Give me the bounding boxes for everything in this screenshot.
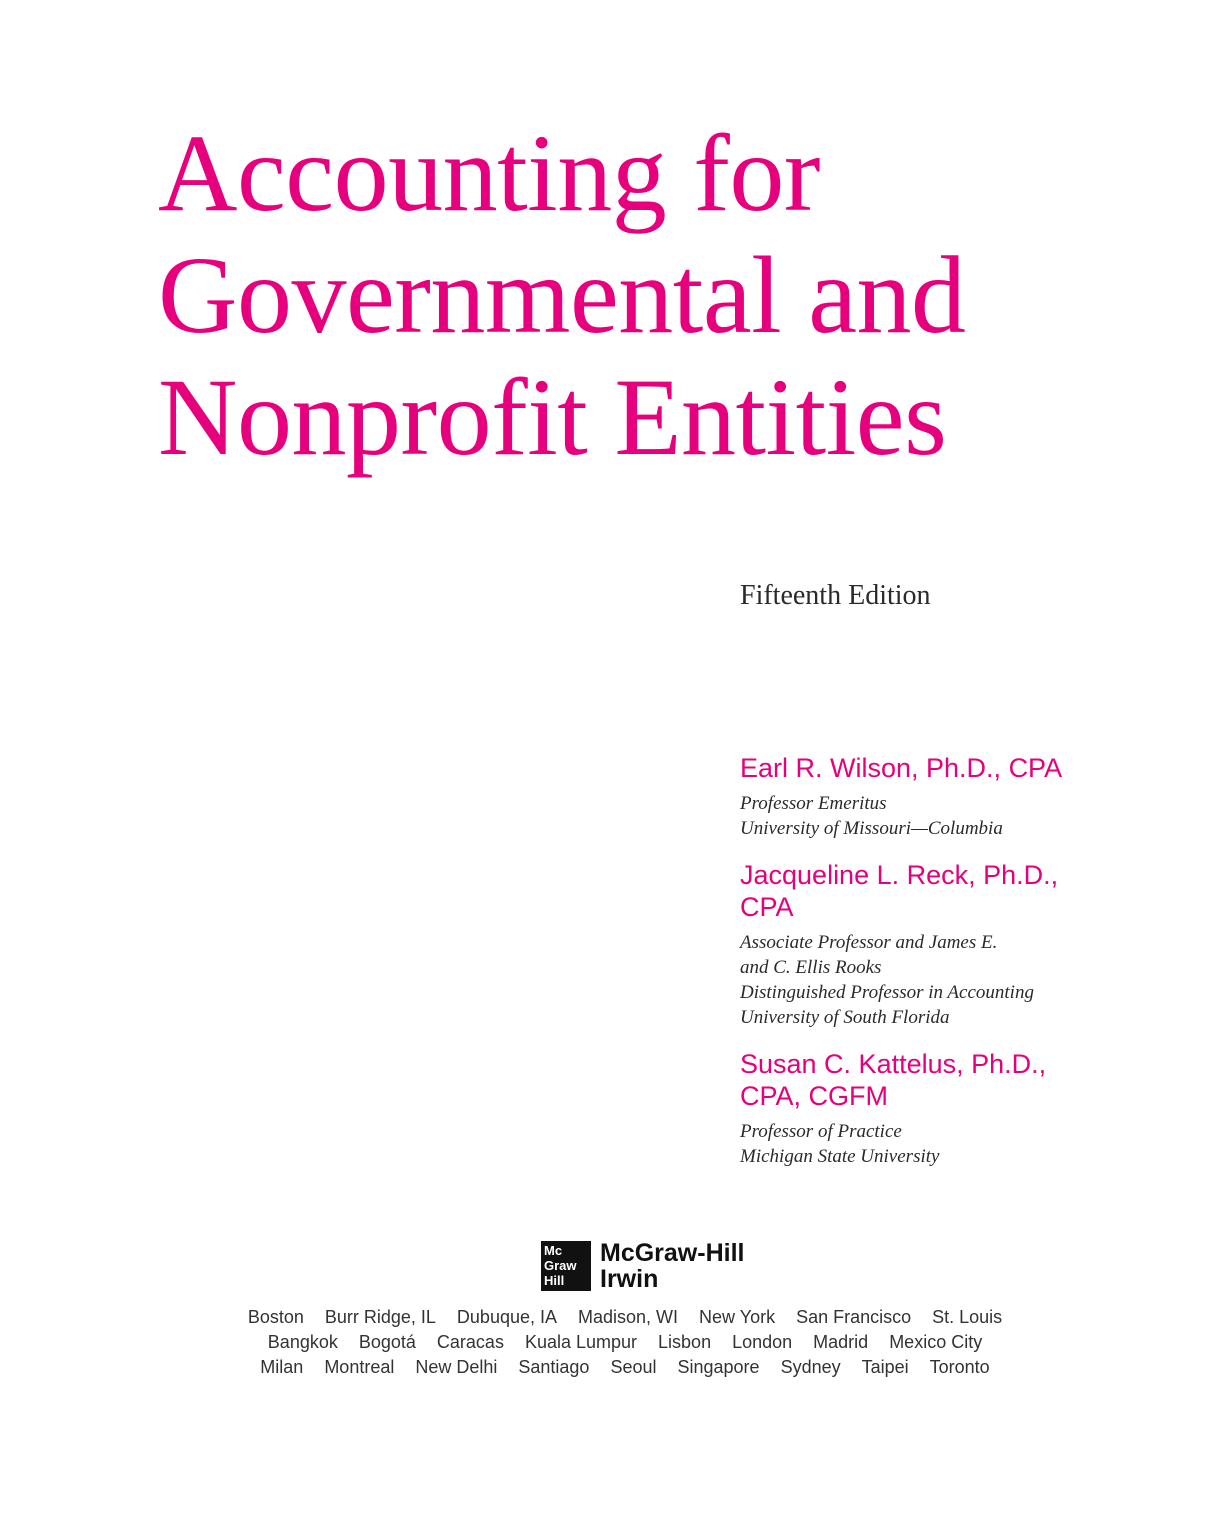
affiliation-line: Michigan State University (740, 1146, 940, 1167)
city: Kuala Lumpur (524, 1332, 638, 1352)
author-name-line: Susan C. Kattelus, Ph.D., (740, 1049, 1047, 1079)
author-list (740, 752, 1100, 1187)
city: Taipei (861, 1357, 909, 1377)
author-name (740, 859, 1100, 923)
author-name (740, 1048, 1100, 1112)
city-row (0, 1330, 1219, 1355)
city: Caracas (436, 1332, 504, 1352)
city: London (732, 1332, 793, 1352)
city: Seoul (610, 1357, 657, 1377)
city: Dubuque, IA (456, 1307, 557, 1327)
title-line: Governmental and (158, 234, 966, 356)
city: Santiago (518, 1357, 590, 1377)
affiliation-line: and C. Ellis Rooks (740, 957, 882, 978)
author-name-line: CPA (740, 892, 794, 922)
city: Bangkok (267, 1332, 338, 1352)
city: Madrid (813, 1332, 869, 1352)
mcgraw-hill-logo-icon: Mc Graw Hill (541, 1241, 591, 1291)
city: Montreal (324, 1357, 395, 1377)
affiliation-line: Associate Professor and James E. (740, 932, 998, 953)
book-title (158, 112, 966, 478)
city: Lisbon (658, 1332, 712, 1352)
publisher-cities (0, 1305, 1219, 1380)
publisher-logo (541, 1240, 744, 1292)
city: New Delhi (415, 1357, 498, 1377)
edition: Fifteenth Edition (740, 580, 931, 611)
author-kattelus (740, 1048, 1100, 1169)
author-name-line: CPA, CGFM (740, 1081, 888, 1111)
city: Boston (247, 1307, 304, 1327)
city: Burr Ridge, IL (324, 1307, 436, 1327)
city: New York (699, 1307, 776, 1327)
city-row (0, 1305, 1219, 1330)
author-name-line: Jacqueline L. Reck, Ph.D., (740, 860, 1059, 890)
publisher-name (600, 1240, 744, 1292)
author-affiliation (740, 791, 1100, 841)
author-affiliation (740, 1119, 1100, 1169)
title-line: Accounting for (158, 112, 820, 234)
city-row (0, 1355, 1219, 1380)
city: Mexico City (889, 1332, 983, 1352)
city: Madison, WI (578, 1307, 679, 1327)
author-name-line: Earl R. Wilson, Ph.D., CPA (740, 753, 1063, 783)
affiliation-line: University of South Florida (740, 1007, 950, 1028)
city: St. Louis (932, 1307, 1003, 1327)
publisher-name-line: McGraw-Hill (600, 1239, 745, 1267)
publisher-name-line: Irwin (600, 1265, 659, 1293)
city: Bogotá (358, 1332, 416, 1352)
city: Milan (260, 1357, 304, 1377)
affiliation-line: University of Missouri—Columbia (740, 818, 1003, 839)
affiliation-line: Professor Emeritus (740, 793, 887, 814)
author-wilson (740, 752, 1100, 841)
author-reck (740, 859, 1100, 1030)
title-line: Nonprofit Entities (158, 356, 947, 478)
affiliation-line: Distinguished Professor in Accounting (740, 982, 1034, 1003)
city: Toronto (929, 1357, 990, 1377)
affiliation-line: Professor of Practice (740, 1121, 902, 1142)
author-affiliation (740, 930, 1100, 1030)
author-name (740, 752, 1100, 784)
city: Singapore (677, 1357, 760, 1377)
city: San Francisco (796, 1307, 912, 1327)
city: Sydney (780, 1357, 841, 1377)
